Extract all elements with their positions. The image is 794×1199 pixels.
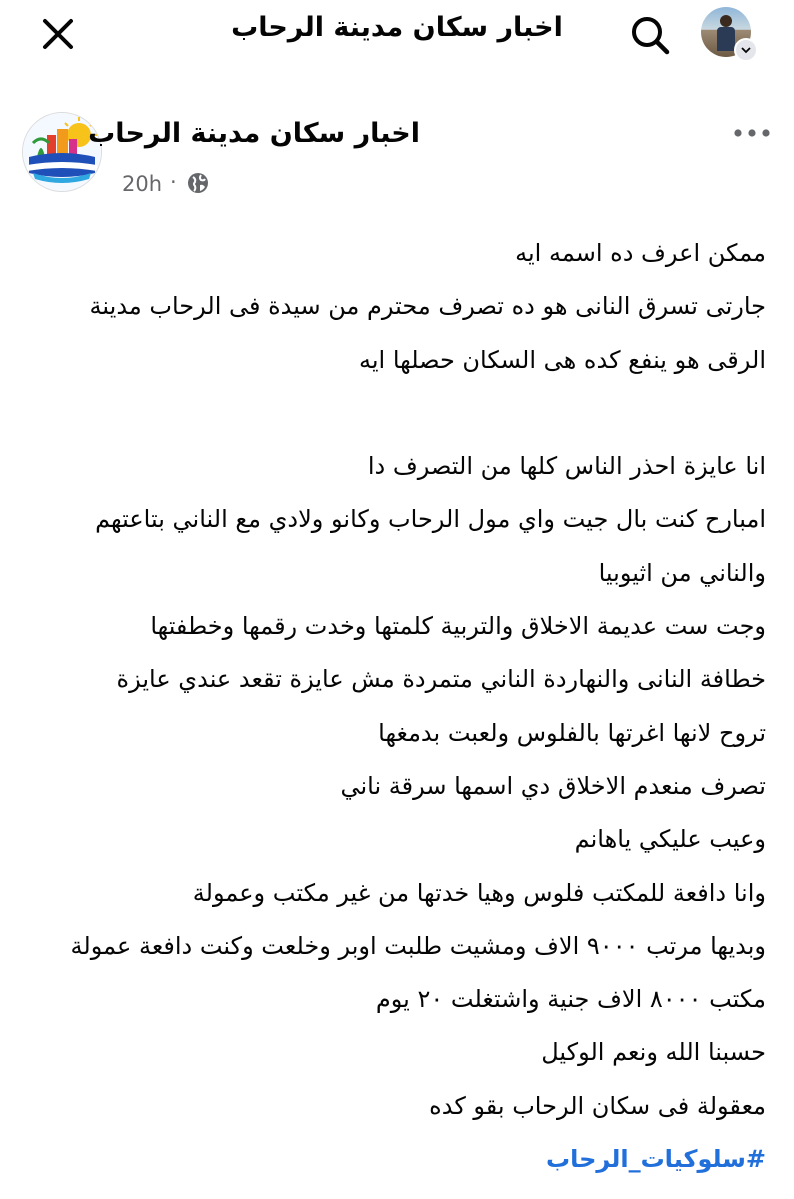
- post-header: [0, 100, 794, 210]
- chevron-down-icon: [740, 45, 752, 55]
- hashtag-link[interactable]: #سلوكيات_الرحاب: [545, 1145, 766, 1174]
- post-line: والناني من اثيوبيا: [598, 558, 766, 587]
- post-line: حسبنا الله ونعم الوكيل: [541, 1038, 766, 1067]
- search-icon: [627, 12, 673, 58]
- post-line: الرقى هو ينفع كده هى السكان حصلها ايه: [358, 345, 766, 374]
- account-menu-button[interactable]: [734, 38, 758, 62]
- post-line: تروح لانها اغرتها بالفلوس ولعبت بدمغها: [378, 718, 766, 747]
- post-line: خطافة النانى والنهاردة الناني متمردة مش عايزة تقعد عندي عايزة: [116, 665, 766, 694]
- post-line: وبديها مرتب ٩٠٠٠ الاف ومشيت طلبت اوبر وخلعت وكنت دافعة عمولة: [70, 931, 766, 960]
- post-line: وعيب عليكي ياهانم: [574, 825, 766, 854]
- post-line: امبارح كنت بال جيت واي مول الرحاب وكانو ولادي مع الناني بتاعتهم: [95, 505, 766, 534]
- close-button[interactable]: [38, 14, 78, 54]
- top-bar: [0, 0, 794, 68]
- search-button[interactable]: [627, 12, 673, 58]
- more-options-button[interactable]: [732, 125, 772, 141]
- avatar-photo-body: [717, 27, 735, 51]
- page-title: اخبار سكان مدينة الرحاب: [231, 12, 563, 43]
- post-blank-line: [26, 387, 766, 440]
- avatar-photo-head: [720, 15, 732, 27]
- post-line: وجت ست عديمة الاخلاق والتربية كلمتها وخدت رقمها وخطفتها: [150, 612, 766, 641]
- post-line: معقولة فى سكان الرحاب بقو كده: [429, 1091, 766, 1120]
- post-line: وانا دافعة للمكتب فلوس وهيا خدتها من غير مكتب وعمولة: [192, 878, 766, 907]
- timestamp-separator: ·: [170, 170, 177, 194]
- post-line: ممكن اعرف ده اسمه ايه: [515, 239, 766, 267]
- post-line: جارتى تسرق النانى هو ده تصرف محترم من سيدة فى الرحاب مدينة: [89, 292, 766, 321]
- globe-icon: [187, 172, 209, 194]
- post-line: انا عايزة احذر الناس كلها من التصرف دا: [367, 452, 766, 481]
- post-text: [26, 227, 766, 1186]
- post-timestamp[interactable]: 20h: [122, 172, 163, 196]
- post-line: تصرف منعدم الاخلاق دي اسمها سرقة ناني: [340, 771, 766, 800]
- close-icon: [38, 14, 78, 54]
- post-page-name[interactable]: اخبار سكان مدينة الرحاب: [88, 118, 420, 149]
- post-line: مكتب ٨٠٠٠ الاف جنية واشتغلت ٢٠ يوم: [375, 985, 766, 1014]
- more-dots-icon: [732, 125, 772, 141]
